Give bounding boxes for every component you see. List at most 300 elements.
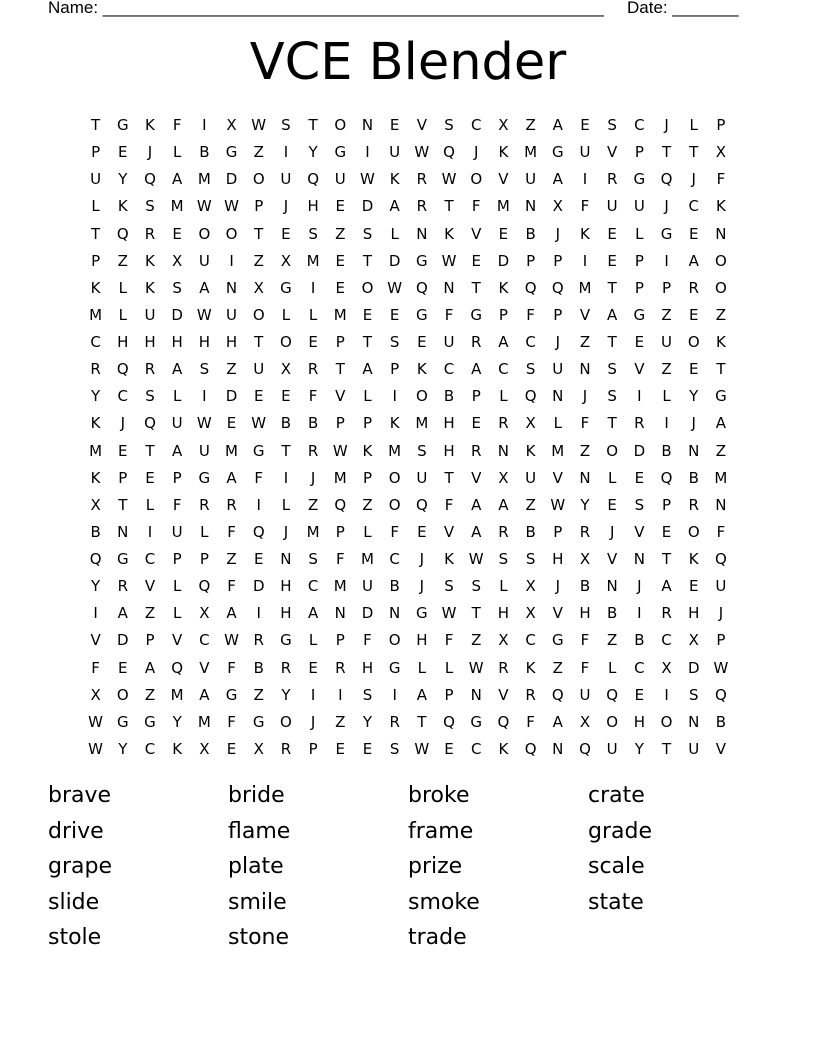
grid-letter: S bbox=[634, 495, 645, 514]
grid-letter: X bbox=[90, 685, 101, 704]
grid-letter: U bbox=[226, 305, 238, 324]
grid-letter: E bbox=[253, 387, 264, 406]
grid-letter: V bbox=[471, 224, 482, 243]
grid-letter: E bbox=[688, 224, 699, 243]
grid-row bbox=[82, 573, 735, 600]
grid-row bbox=[82, 302, 735, 329]
grid-letter: O bbox=[606, 441, 619, 460]
grid-letter: O bbox=[715, 278, 727, 297]
grid-letter: T bbox=[417, 712, 427, 731]
grid-letter: F bbox=[335, 550, 345, 569]
grid-letter: G bbox=[633, 170, 646, 189]
grid-letter: C bbox=[144, 550, 156, 569]
grid-letter: A bbox=[552, 712, 563, 731]
grid-letter: V bbox=[416, 116, 427, 135]
grid-letter: O bbox=[225, 224, 238, 243]
grid-letter: G bbox=[470, 712, 483, 731]
grid-letter: R bbox=[606, 170, 618, 189]
grid-letter: L bbox=[118, 305, 127, 324]
grid-letter: E bbox=[362, 305, 373, 324]
grid-letter: R bbox=[117, 577, 128, 596]
grid-letter: S bbox=[444, 577, 454, 596]
grid-letter: E bbox=[335, 278, 346, 297]
grid-letter: D bbox=[171, 305, 183, 324]
grid-row bbox=[82, 275, 735, 302]
grid-letter: U bbox=[361, 577, 373, 596]
grid-letter: L bbox=[281, 495, 291, 514]
grid-letter: P bbox=[471, 387, 481, 406]
grid-letter: T bbox=[661, 550, 672, 569]
grid-letter: L bbox=[417, 658, 427, 677]
grid-letter: C bbox=[199, 631, 210, 650]
grid-letter: D bbox=[633, 441, 646, 460]
grid-letter: Z bbox=[715, 441, 727, 460]
word-bank-item: slide bbox=[48, 889, 100, 915]
word-bank-item: smile bbox=[228, 889, 287, 915]
grid-letter: A bbox=[471, 522, 482, 541]
grid-letter: H bbox=[198, 333, 210, 352]
grid-letter: E bbox=[226, 414, 237, 433]
grid-letter: N bbox=[715, 495, 727, 514]
grid-letter: E bbox=[335, 251, 346, 270]
grid-letter: J bbox=[555, 577, 560, 596]
grid-letter: T bbox=[335, 360, 345, 379]
grid-letter: J bbox=[609, 522, 615, 541]
grid-letter: Q bbox=[171, 658, 184, 677]
puzzle-title: VCE Blender bbox=[249, 33, 567, 92]
grid-letter: X bbox=[579, 712, 591, 731]
grid-letter: S bbox=[199, 360, 210, 379]
grid-letter: K bbox=[416, 360, 427, 379]
grid-letter: J bbox=[147, 143, 153, 162]
grid-letter: T bbox=[661, 739, 672, 758]
grid-letter: E bbox=[580, 116, 590, 135]
grid-letter: U bbox=[525, 468, 537, 487]
name-field-line: Name: _____________________________________________________ bbox=[48, 0, 604, 17]
grid-letter: N bbox=[416, 224, 428, 243]
grid-letter: E bbox=[607, 251, 617, 270]
grid-letter: H bbox=[280, 604, 292, 623]
grid-letter: J bbox=[419, 550, 425, 569]
grid-letter: S bbox=[498, 550, 509, 569]
grid-letter: Q bbox=[715, 685, 727, 704]
grid-letter: E bbox=[688, 577, 699, 596]
grid-letter: M bbox=[333, 468, 347, 487]
grid-letter: L bbox=[607, 658, 617, 677]
grid-letter: A bbox=[172, 360, 183, 379]
grid-letter: I bbox=[229, 251, 234, 270]
date-field-line: Date: _______ bbox=[627, 0, 739, 17]
grid-letter: Q bbox=[524, 387, 537, 406]
grid-letter: O bbox=[334, 116, 347, 135]
grid-letter: M bbox=[306, 251, 320, 270]
grid-letter: J bbox=[637, 577, 642, 596]
grid-letter: E bbox=[308, 658, 318, 677]
grid-letter: S bbox=[607, 116, 617, 135]
grid-letter: T bbox=[444, 468, 454, 487]
grid-letter: S bbox=[281, 116, 291, 135]
grid-letter: M bbox=[197, 712, 211, 731]
grid-letter: W bbox=[224, 631, 239, 650]
grid-letter: E bbox=[118, 441, 128, 460]
grid-letter: W bbox=[387, 278, 403, 297]
grid-letter: A bbox=[661, 577, 672, 596]
grid-letter: P bbox=[335, 333, 345, 352]
grid-letter: M bbox=[714, 468, 728, 487]
grid-letter: Z bbox=[253, 685, 264, 704]
grid-letter: C bbox=[307, 577, 319, 596]
grid-letter: H bbox=[416, 631, 428, 650]
grid-letter: X bbox=[525, 604, 536, 623]
grid-letter: Q bbox=[116, 224, 129, 243]
grid-letter: A bbox=[416, 685, 427, 704]
grid-letter: U bbox=[280, 170, 292, 189]
grid-letter: N bbox=[552, 739, 564, 758]
grid-letter: S bbox=[688, 685, 699, 704]
grid-letter: H bbox=[497, 604, 510, 623]
grid-letter: R bbox=[280, 739, 292, 758]
grid-letter: T bbox=[607, 414, 617, 433]
grid-letter: Z bbox=[525, 116, 536, 135]
grid-letter: J bbox=[310, 712, 316, 731]
grid-letter: Z bbox=[607, 631, 618, 650]
grid-letter: R bbox=[307, 441, 319, 460]
grid-letter: S bbox=[145, 197, 155, 216]
grid-letter: B bbox=[688, 468, 699, 487]
grid-letter: S bbox=[444, 116, 454, 135]
grid-letter: E bbox=[471, 251, 481, 270]
grid-letter: I bbox=[147, 522, 153, 541]
grid-row bbox=[82, 546, 735, 573]
grid-letter: O bbox=[715, 251, 727, 270]
grid-letter: J bbox=[555, 333, 560, 352]
grid-letter: L bbox=[390, 224, 399, 243]
grid-letter: Z bbox=[525, 495, 536, 514]
grid-letter: I bbox=[664, 251, 669, 270]
word-search-grid bbox=[82, 112, 735, 763]
grid-letter: U bbox=[579, 685, 591, 704]
grid-letter: A bbox=[226, 604, 237, 623]
grid-letter: P bbox=[335, 414, 345, 433]
grid-letter: T bbox=[281, 441, 291, 460]
grid-letter: I bbox=[582, 170, 588, 189]
grid-letter: U bbox=[525, 170, 537, 189]
grid-letter: S bbox=[525, 360, 536, 379]
grid-letter: J bbox=[283, 522, 289, 541]
grid-letter: R bbox=[634, 414, 645, 433]
grid-letter: U bbox=[389, 143, 401, 162]
grid-letter: W bbox=[441, 604, 457, 623]
grid-letter: R bbox=[416, 197, 428, 216]
grid-letter: S bbox=[172, 278, 182, 297]
grid-letter: K bbox=[580, 224, 590, 243]
grid-letter: G bbox=[551, 631, 564, 650]
grid-letter: C bbox=[389, 550, 400, 569]
grid-letter: P bbox=[308, 739, 318, 758]
grid-letter: N bbox=[117, 522, 129, 541]
grid-letter: L bbox=[363, 522, 372, 541]
grid-letter: Q bbox=[89, 550, 102, 569]
grid-letter: P bbox=[118, 468, 128, 487]
grid-letter: I bbox=[392, 685, 397, 704]
grid-letter: L bbox=[363, 387, 372, 406]
grid-letter: V bbox=[498, 170, 509, 189]
grid-letter: Q bbox=[660, 170, 673, 189]
grid-letter: Q bbox=[144, 170, 156, 189]
grid-letter: E bbox=[498, 224, 509, 243]
grid-letter: L bbox=[281, 305, 291, 324]
grid-letter: X bbox=[226, 116, 237, 135]
grid-letter: H bbox=[443, 414, 455, 433]
grid-letter: B bbox=[525, 522, 536, 541]
grid-letter: N bbox=[688, 441, 700, 460]
grid-letter: E bbox=[444, 739, 454, 758]
grid-letter: U bbox=[144, 305, 156, 324]
grid-letter: N bbox=[470, 685, 482, 704]
grid-letter: B bbox=[715, 712, 727, 731]
grid-letter: M bbox=[524, 143, 538, 162]
grid-letter: K bbox=[90, 414, 101, 433]
header bbox=[48, 0, 739, 19]
grid-letter: O bbox=[660, 712, 673, 731]
grid-letter: L bbox=[553, 414, 562, 433]
grid-letter: I bbox=[93, 604, 98, 623]
grid-letter: E bbox=[607, 495, 617, 514]
grid-letter: M bbox=[197, 170, 211, 189]
grid-letter: P bbox=[172, 550, 182, 569]
grid-letter: U bbox=[171, 414, 183, 433]
grid-letter: Q bbox=[415, 495, 428, 514]
grid-row bbox=[82, 329, 735, 356]
grid-letter: C bbox=[661, 631, 672, 650]
grid-letter: F bbox=[390, 522, 399, 541]
grid-letter: P bbox=[91, 251, 101, 270]
grid-letter: K bbox=[172, 739, 183, 758]
grid-letter: H bbox=[361, 658, 374, 677]
grid-letter: R bbox=[471, 333, 482, 352]
grid-letter: Z bbox=[579, 441, 591, 460]
grid-letter: R bbox=[471, 441, 482, 460]
grid-letter: L bbox=[444, 658, 454, 677]
grid-letter: K bbox=[90, 278, 101, 297]
grid-letter: H bbox=[443, 441, 455, 460]
grid-letter: A bbox=[172, 170, 183, 189]
grid-letter: U bbox=[198, 251, 210, 270]
grid-letter: O bbox=[252, 305, 265, 324]
grid-letter: G bbox=[715, 387, 727, 406]
grid-letter: G bbox=[116, 712, 129, 731]
grid-row bbox=[82, 248, 735, 275]
grid-letter: L bbox=[607, 468, 617, 487]
grid-letter: S bbox=[308, 550, 318, 569]
grid-letter: Q bbox=[443, 712, 455, 731]
grid-letter: T bbox=[118, 495, 128, 514]
grid-letter: W bbox=[332, 441, 348, 460]
grid-letter: G bbox=[116, 550, 129, 569]
grid-letter: J bbox=[555, 224, 560, 243]
grid-letter: W bbox=[360, 170, 375, 189]
grid-letter: T bbox=[91, 116, 101, 135]
grid-letter: O bbox=[388, 468, 401, 487]
grid-letter: E bbox=[118, 658, 128, 677]
grid-letter: X bbox=[552, 197, 563, 216]
grid-letter: D bbox=[497, 251, 510, 270]
grid-letter: F bbox=[716, 170, 726, 189]
grid-letter: V bbox=[634, 522, 645, 541]
word-bank-item: trade bbox=[408, 925, 467, 950]
grid-letter: G bbox=[225, 685, 238, 704]
grid-letter: W bbox=[196, 197, 212, 216]
grid-letter: R bbox=[688, 495, 699, 514]
grid-letter: E bbox=[335, 739, 346, 758]
grid-row bbox=[82, 193, 735, 220]
grid-letter: P bbox=[362, 468, 372, 487]
grid-letter: G bbox=[252, 441, 265, 460]
grid-letter: P bbox=[634, 278, 644, 297]
grid-letter: O bbox=[687, 333, 700, 352]
grid-letter: J bbox=[283, 197, 289, 216]
grid-letter: Z bbox=[253, 143, 264, 162]
grid-letter: A bbox=[688, 251, 699, 270]
grid-letter: K bbox=[145, 116, 155, 135]
grid-letter: V bbox=[579, 305, 591, 324]
grid-letter: F bbox=[172, 116, 182, 135]
grid-letter: M bbox=[388, 441, 402, 460]
grid-letter: Z bbox=[226, 550, 237, 569]
grid-letter: F bbox=[580, 631, 590, 650]
grid-row bbox=[82, 112, 735, 139]
grid-letter: L bbox=[499, 577, 508, 596]
grid-letter: S bbox=[308, 224, 318, 243]
grid-letter: F bbox=[91, 658, 100, 677]
grid-letter: V bbox=[552, 468, 563, 487]
grid-letter: K bbox=[444, 550, 454, 569]
grid-letter: S bbox=[362, 224, 373, 243]
grid-letter: P bbox=[362, 414, 372, 433]
grid-letter: L bbox=[308, 305, 318, 324]
grid-row bbox=[82, 139, 735, 166]
grid-letter: I bbox=[310, 685, 316, 704]
grid-letter: F bbox=[227, 577, 236, 596]
grid-letter: S bbox=[607, 360, 617, 379]
grid-letter: E bbox=[362, 739, 373, 758]
grid-letter: I bbox=[637, 387, 642, 406]
grid-letter: A bbox=[172, 441, 183, 460]
grid-letter: O bbox=[252, 170, 265, 189]
grid-letter: X bbox=[280, 251, 292, 270]
grid-letter: Q bbox=[144, 414, 156, 433]
grid-letter: K bbox=[90, 468, 101, 487]
grid-letter: I bbox=[338, 685, 343, 704]
grid-letter: W bbox=[196, 414, 212, 433]
grid-letter: L bbox=[308, 631, 318, 650]
grid-letter: Z bbox=[144, 685, 156, 704]
grid-letter: V bbox=[172, 631, 183, 650]
grid-letter: M bbox=[333, 305, 347, 324]
grid-letter: V bbox=[552, 604, 563, 623]
grid-letter: Q bbox=[660, 468, 673, 487]
grid-letter: N bbox=[552, 387, 564, 406]
grid-letter: E bbox=[634, 468, 645, 487]
grid-letter: M bbox=[360, 550, 374, 569]
word-bank-item: stone bbox=[228, 925, 290, 950]
grid-letter: M bbox=[170, 197, 184, 216]
grid-letter: B bbox=[661, 441, 672, 460]
grid-letter: A bbox=[471, 360, 482, 379]
grid-letter: B bbox=[253, 658, 264, 677]
word-bank-item: crate bbox=[588, 783, 645, 808]
grid-letter: E bbox=[607, 224, 617, 243]
grid-letter: D bbox=[388, 251, 401, 270]
grid-letter: F bbox=[444, 631, 454, 650]
word-bank-item: scale bbox=[588, 854, 645, 879]
grid-letter: F bbox=[227, 658, 236, 677]
grid-letter: T bbox=[444, 197, 454, 216]
grid-letter: Q bbox=[606, 685, 619, 704]
grid-letter: T bbox=[91, 224, 101, 243]
grid-letter: Z bbox=[253, 251, 264, 270]
grid-letter: Z bbox=[335, 224, 346, 243]
grid-letter: J bbox=[718, 604, 724, 623]
grid-letter: M bbox=[496, 197, 510, 216]
grid-letter: E bbox=[281, 387, 291, 406]
grid-letter: M bbox=[89, 305, 103, 324]
grid-letter: Q bbox=[307, 170, 319, 189]
grid-letter: B bbox=[525, 224, 536, 243]
grid-letter: R bbox=[389, 712, 400, 731]
grid-letter: N bbox=[579, 360, 591, 379]
grid-letter: S bbox=[389, 739, 400, 758]
grid-letter: Q bbox=[579, 739, 591, 758]
grid-letter: T bbox=[661, 143, 672, 162]
grid-letter: V bbox=[199, 658, 210, 677]
grid-letter: S bbox=[145, 387, 155, 406]
grid-letter: U bbox=[606, 197, 618, 216]
grid-letter: R bbox=[661, 604, 672, 623]
grid-letter: X bbox=[525, 577, 536, 596]
grid-letter: I bbox=[256, 604, 261, 623]
grid-letter: X bbox=[253, 278, 264, 297]
grid-letter: T bbox=[471, 278, 481, 297]
grid-letter: V bbox=[335, 387, 346, 406]
grid-letter: H bbox=[280, 577, 292, 596]
grid-letter: S bbox=[417, 441, 427, 460]
grid-letter: R bbox=[144, 224, 156, 243]
grid-letter: Z bbox=[226, 360, 237, 379]
grid-letter: H bbox=[552, 550, 564, 569]
grid-letter: C bbox=[117, 387, 129, 406]
grid-row bbox=[82, 438, 735, 465]
grid-letter: E bbox=[417, 333, 427, 352]
grid-letter: W bbox=[441, 170, 457, 189]
grid-letter: A bbox=[471, 495, 482, 514]
grid-row bbox=[82, 682, 735, 709]
grid-letter: P bbox=[254, 197, 264, 216]
grid-letter: T bbox=[716, 360, 726, 379]
grid-letter: V bbox=[90, 631, 101, 650]
grid-letter: X bbox=[579, 550, 591, 569]
grid-letter: G bbox=[388, 658, 401, 677]
grid-letter: R bbox=[416, 170, 428, 189]
grid-letter: T bbox=[145, 441, 155, 460]
grid-letter: K bbox=[145, 278, 155, 297]
grid-letter: N bbox=[334, 604, 346, 623]
grid-row bbox=[82, 410, 735, 437]
grid-letter: Y bbox=[281, 685, 291, 704]
word-bank-item: grade bbox=[588, 818, 652, 844]
grid-letter: E bbox=[253, 550, 264, 569]
grid-letter: U bbox=[633, 197, 645, 216]
